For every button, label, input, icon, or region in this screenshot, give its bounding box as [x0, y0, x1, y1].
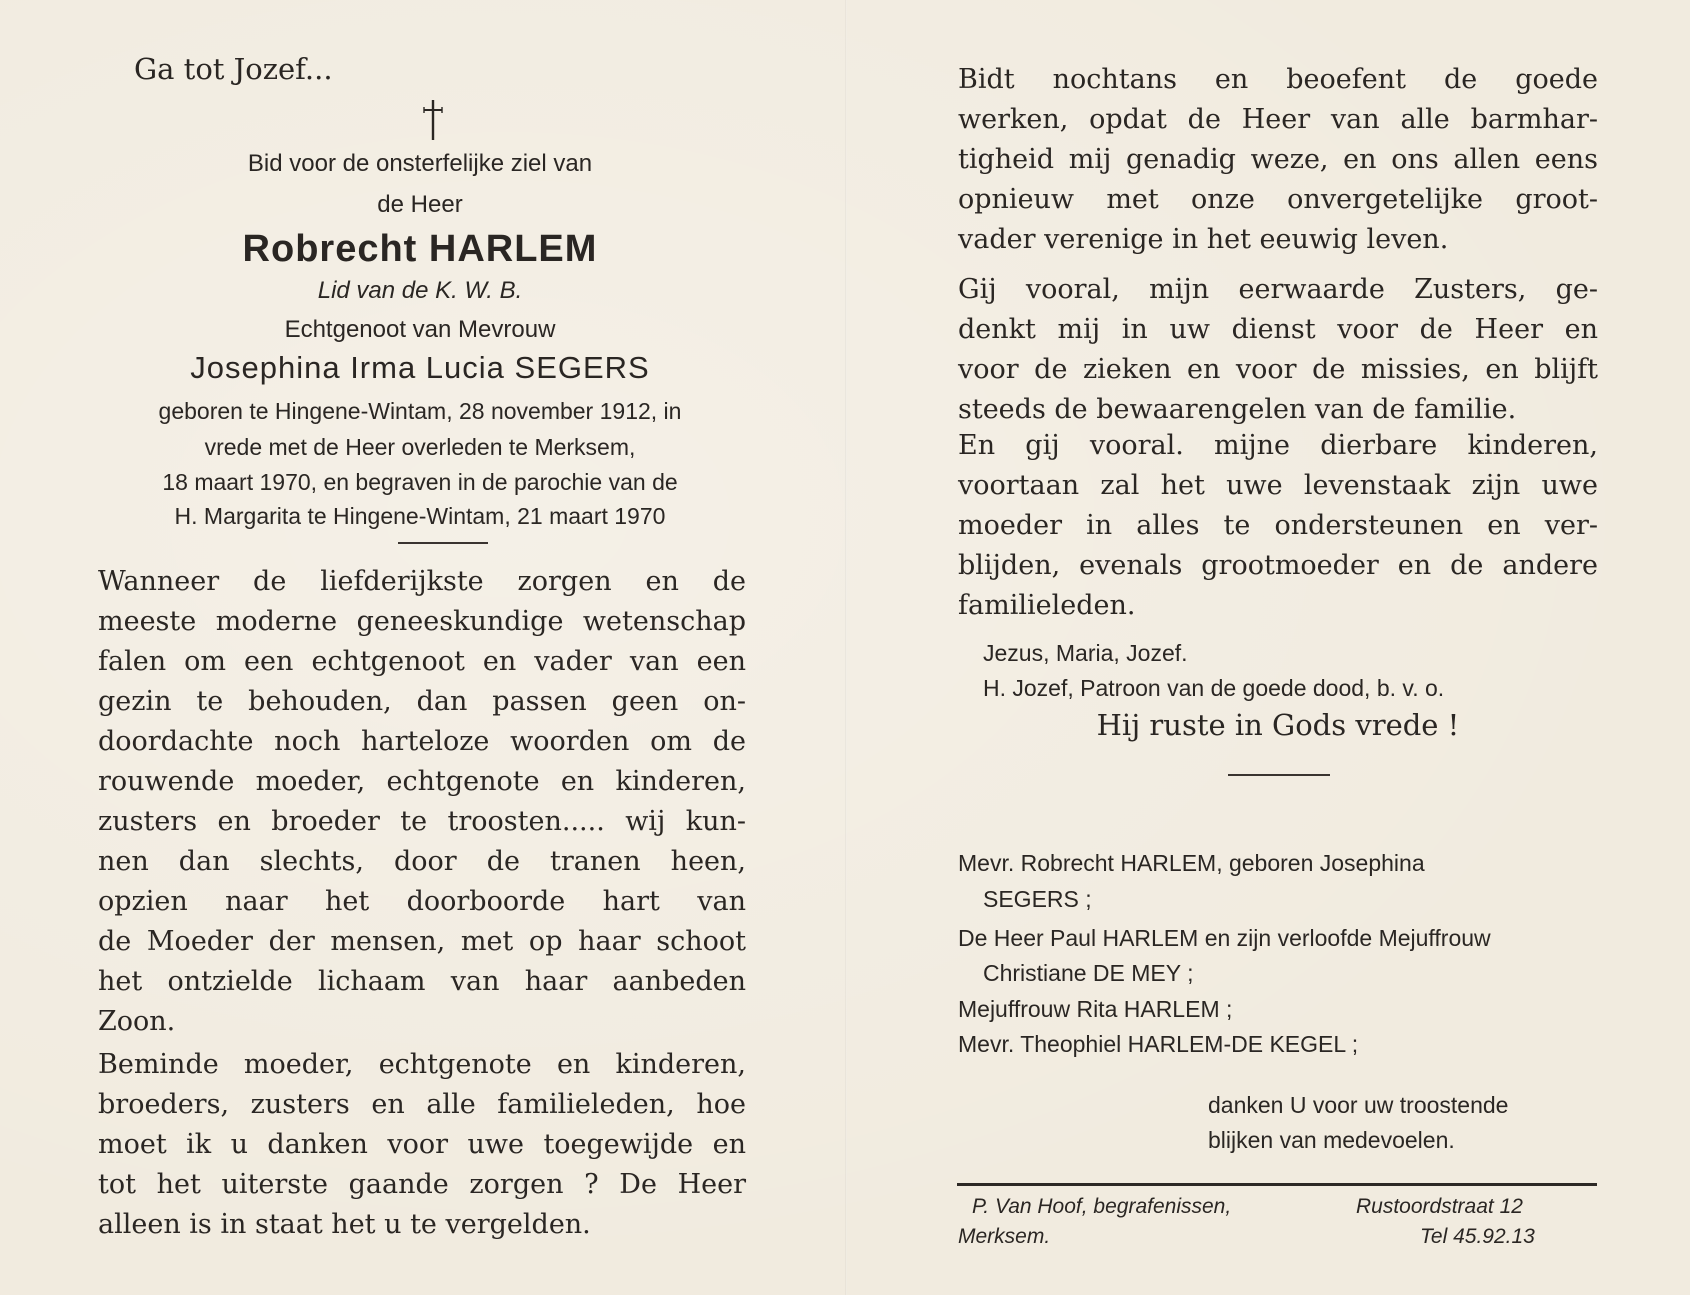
- family-member: Mejuffrouw Rita HARLEM ;: [958, 996, 1233, 1022]
- cross-icon: [418, 98, 448, 142]
- text-line: denkt mij in uw dienst voor de Heer en: [958, 314, 1598, 345]
- text-line: tot het uiterste gaande zorgen ? De Heer: [98, 1169, 746, 1200]
- text-line: rouwende moeder, echtgenote en kinderen,: [98, 766, 746, 797]
- text-line: werken, opdat de Heer van alle barmhar-: [958, 104, 1598, 135]
- text-line: zusters en broeder te troosten..... wij kun-: [98, 806, 746, 837]
- printer-street: Rustoordstraat 12: [1356, 1195, 1523, 1218]
- text-line: falen om een echtgenoot en vader van een: [98, 646, 746, 677]
- bio-line: 18 maart 1970, en begraven in de parochie van de: [162, 469, 678, 495]
- spouse-intro: Echtgenoot van Mevrouw: [284, 316, 556, 343]
- membership: Lid van de K. W. B.: [317, 277, 523, 304]
- text-line: meeste moderne geneeskundige wetenschap: [98, 606, 746, 637]
- bio-line: H. Margarita te Hingene-Wintam, 21 maart 1970: [174, 503, 666, 529]
- text-line: vader verenige in het eeuwig leven.: [958, 224, 1449, 255]
- deceased-name: Robrecht HARLEM: [242, 228, 598, 270]
- text-line: alleen is in staat het u te vergelden.: [98, 1209, 591, 1240]
- text-line: blijden, evenals grootmoeder en de andere: [958, 550, 1598, 581]
- spouse-name: Josephina Irma Lucia SEGERS: [190, 350, 650, 385]
- text-line: gezin te behouden, dan passen geen on-: [98, 686, 746, 717]
- text-line: Bidt nochtans en beoefent de goede: [958, 64, 1598, 95]
- text-line: opzien naar het doorboorde hart van: [98, 886, 746, 917]
- printer-city: Merksem.: [958, 1225, 1051, 1248]
- text-line: doordachte noch harteloze woorden om de: [98, 726, 746, 757]
- sisters-paragraph: [958, 270, 1598, 430]
- separator-rule: [1228, 774, 1330, 776]
- thanks-line: blijken van medevoelen.: [1208, 1127, 1455, 1153]
- family-member: Mevr. Theophiel HARLEM-DE KEGEL ;: [958, 1031, 1359, 1057]
- opening-line: Ga tot Jozef...: [134, 52, 333, 86]
- honorific: de Heer: [377, 191, 463, 218]
- text-line: moet ik u danken voor uwe toegewijde en: [98, 1129, 746, 1160]
- text-line: opnieuw met onze onvergetelijke groot-: [958, 184, 1598, 215]
- condolence-paragraph: [98, 562, 746, 1042]
- text-line: broeders, zusters en alle familieleden, hoe: [98, 1089, 746, 1120]
- good-works-paragraph: [958, 60, 1598, 260]
- text-line: het ontzielde lichaam van haar aanbeden: [98, 966, 746, 997]
- text-line: voor de zieken en voor de missies, en blijft: [958, 354, 1598, 385]
- text-line: voortaan zal het uwe levenstaak zijn uwe: [958, 470, 1598, 501]
- text-line: Beminde moeder, echtgenote en kinderen,: [98, 1049, 746, 1080]
- family-member: Christiane DE MEY ;: [983, 960, 1194, 986]
- text-line: nen dan slechts, door de tranen heen,: [98, 846, 746, 877]
- family-member: Mevr. Robrecht HARLEM, geboren Josephina: [958, 850, 1425, 876]
- gratitude-paragraph: [98, 1045, 746, 1245]
- family-member: SEGERS ;: [983, 886, 1092, 912]
- text-line: moeder in alles te ondersteunen en ver-: [958, 510, 1598, 541]
- thanks-line: danken U voor uw troostende: [1208, 1092, 1509, 1118]
- bio-line: geboren te Hingene-Wintam, 28 november 1912, in: [158, 398, 682, 424]
- text-line: de Moeder der mensen, met op haar schoot: [98, 926, 746, 957]
- text-line: Gij vooral, mijn eerwaarde Zusters, ge-: [958, 274, 1598, 305]
- family-member: De Heer Paul HARLEM en zijn verloofde Mejuffrouw: [958, 925, 1491, 951]
- bio-line: vrede met de Heer overleden te Merksem,: [204, 434, 636, 460]
- rest-in-peace: Hij ruste in Gods vrede !: [1096, 708, 1460, 742]
- printer-name: P. Van Hoof, begrafenissen,: [972, 1195, 1232, 1218]
- text-line: steeds de bewaarengelen van de familie.: [958, 394, 1517, 425]
- prayer-request: Bid voor de onsterfelijke ziel van: [247, 150, 593, 177]
- children-paragraph: [958, 426, 1598, 626]
- prayer-line: H. Jozef, Patroon van de goede dood, b. v. o.: [983, 675, 1445, 701]
- printer-phone: Tel 45.92.13: [1420, 1225, 1535, 1248]
- footer-rule: [957, 1183, 1597, 1186]
- separator-rule: [398, 542, 488, 544]
- text-line: familieleden.: [958, 590, 1136, 621]
- text-line: En gij vooral. mijne dierbare kinderen,: [958, 430, 1598, 461]
- text-line: Wanneer de liefderijkste zorgen en de: [98, 566, 746, 597]
- text-line: tigheid mij genadig weze, en ons allen eens: [958, 144, 1598, 175]
- text-line: Zoon.: [98, 1006, 176, 1037]
- card-fold: [845, 0, 847, 1295]
- prayer-line: Jezus, Maria, Jozef.: [983, 640, 1188, 666]
